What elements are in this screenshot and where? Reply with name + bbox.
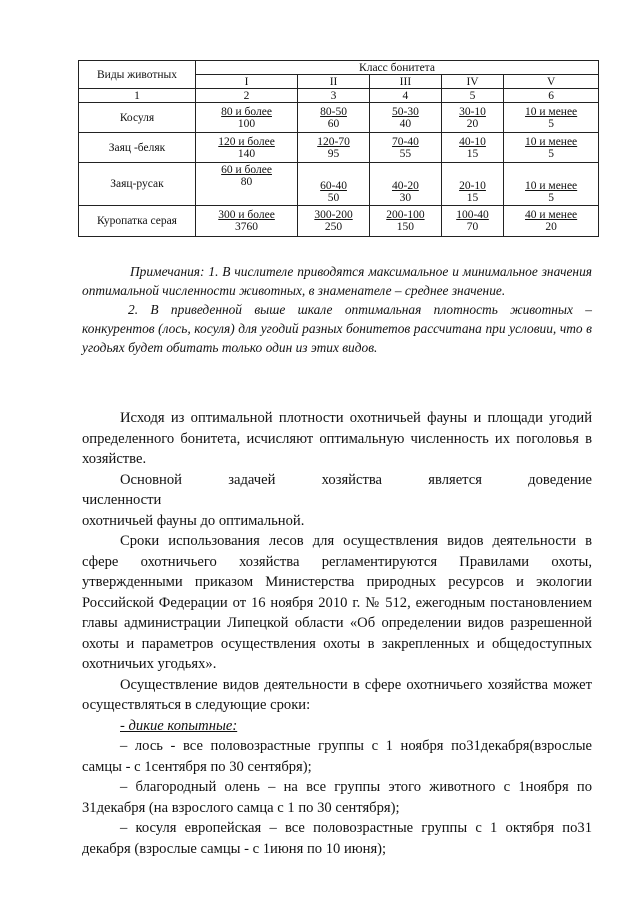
class-name: II (298, 75, 370, 89)
value-fraction: $\frac{30-10}{20}$ (459, 105, 486, 130)
table-row (79, 206, 599, 237)
species-name: Заяц-русак (79, 163, 196, 206)
value-fraction: $\frac{80-50}{60}$ (320, 105, 347, 130)
value-fraction: $\frac{200-100}{150}$ (386, 209, 425, 233)
index-cell: 1 (79, 89, 196, 103)
value-fraction: $\frac{120-70}{95}$ (317, 135, 350, 160)
value-fraction: $\frac{\text{300 и более}}{3760}$ (218, 209, 275, 233)
index-cell: 5 (441, 89, 503, 103)
value-fraction: $\frac{100-40}{70}$ (456, 209, 489, 233)
species-name: Косуля (79, 103, 196, 133)
value-fraction: $\frac{\text{10 и менее}}{5}$ (525, 105, 578, 130)
value-fraction: $\frac{\text{40 и менее}}{20}$ (525, 209, 578, 233)
index-cell: 3 (298, 89, 370, 103)
bonitet-table (78, 60, 599, 237)
table-row (79, 103, 599, 133)
paragraph-line: Основной задачей хозяйства является доведение численности (82, 471, 592, 508)
list-item: – благородный олень – на все группы этого животного с 1ноября по 31декабря (на взрослого самца с 1 по 30 сентября); (82, 779, 592, 816)
value-fraction: $\frac{\text{120 и более}}{140}$ (218, 135, 275, 160)
list-subheader: - дикие копытные: (120, 717, 238, 734)
index-row (79, 89, 599, 103)
value-fraction: $\frac{\text{80 и более}}{100}$ (221, 105, 272, 130)
table-row (79, 133, 599, 163)
table-row (79, 163, 599, 206)
value-fraction: $\frac{300-200}{250}$ (314, 209, 353, 233)
class-name: III (369, 75, 441, 89)
list-item: – косуля европейская – все половозрастные группы с 1 октября по31 декабря (взрослые самцы - с 1июня по 10 июня); (82, 820, 592, 857)
note-2: 2. В приведенной выше шкале оптимальная плотность животных – конкурентов (лось, косуля) для угодий разных бонитетов рассчитана при условии, что в угодьях будет обитать только один из этих видов. (82, 302, 592, 355)
value-fraction: $\frac{\text{60 и более}}{80}$ (221, 164, 272, 188)
value-fraction: $\frac{40-10}{15}$ (459, 135, 486, 160)
value-fraction: $\frac{50-30}{40}$ (391, 105, 419, 130)
class-name: V (504, 75, 599, 89)
paragraph-line: охотничьей фауны до оптимальной. (82, 512, 305, 529)
value-fraction: $\frac{60-40}{50}$ (320, 180, 347, 204)
index-cell: 6 (504, 89, 599, 103)
class-name: IV (441, 75, 503, 89)
value-fraction: $\frac{\text{10 и менее}}{5}$ (525, 135, 578, 160)
paragraph: Сроки использования лесов для осуществления видов деятельности в сфере охотничьего хозяйства регламентируются Правилами охоты, утвержденными приказом Министерства природных ресурсов и экологии Российской Федерации от 16 ноября 2010 г. № 512, ежегодным постановлением главы администрации Липецкой области «Об определении видов разрешенной охоты и параметров осуществления охоты в закрепленных и общедоступных охотничьих угодьях». (82, 533, 592, 672)
header-class: Класс бонитета (196, 61, 599, 75)
paragraph: Исходя из оптимальной плотности охотничьей фауны и площади угодий определенного бонитета, исчисляют оптимальную численность их поголовья в хозяйстве. (82, 410, 592, 467)
value-fraction: $\frac{40-20}{30}$ (391, 180, 419, 204)
value-fraction: $\frac{70-40}{55}$ (391, 135, 419, 160)
value-fraction: $\frac{20-10}{15}$ (459, 180, 486, 204)
paragraph: Осуществление видов деятельности в сфере охотничьего хозяйства может осуществляться в следующие сроки: (82, 676, 592, 713)
list-item: – лось - все половозрастные группы с 1 ноября по31декабря(взрослые самцы - с 1сентября по 30 сентября); (82, 738, 592, 775)
species-name: Куропатка серая (79, 206, 196, 237)
header-species: Виды животных (79, 61, 196, 89)
table-notes (82, 262, 592, 357)
species-name: Заяц -беляк (79, 133, 196, 163)
index-cell: 2 (196, 89, 298, 103)
class-name: I (196, 75, 298, 89)
index-cell: 4 (369, 89, 441, 103)
note-1: Примечания: 1. В числителе приводятся максимальное и минимальное значения оптимальной численности животных, в знаменателе – среднее значение. (82, 264, 592, 298)
value-fraction: $\frac{\text{10 и менее}}{5}$ (525, 180, 578, 204)
body-text (82, 408, 592, 859)
